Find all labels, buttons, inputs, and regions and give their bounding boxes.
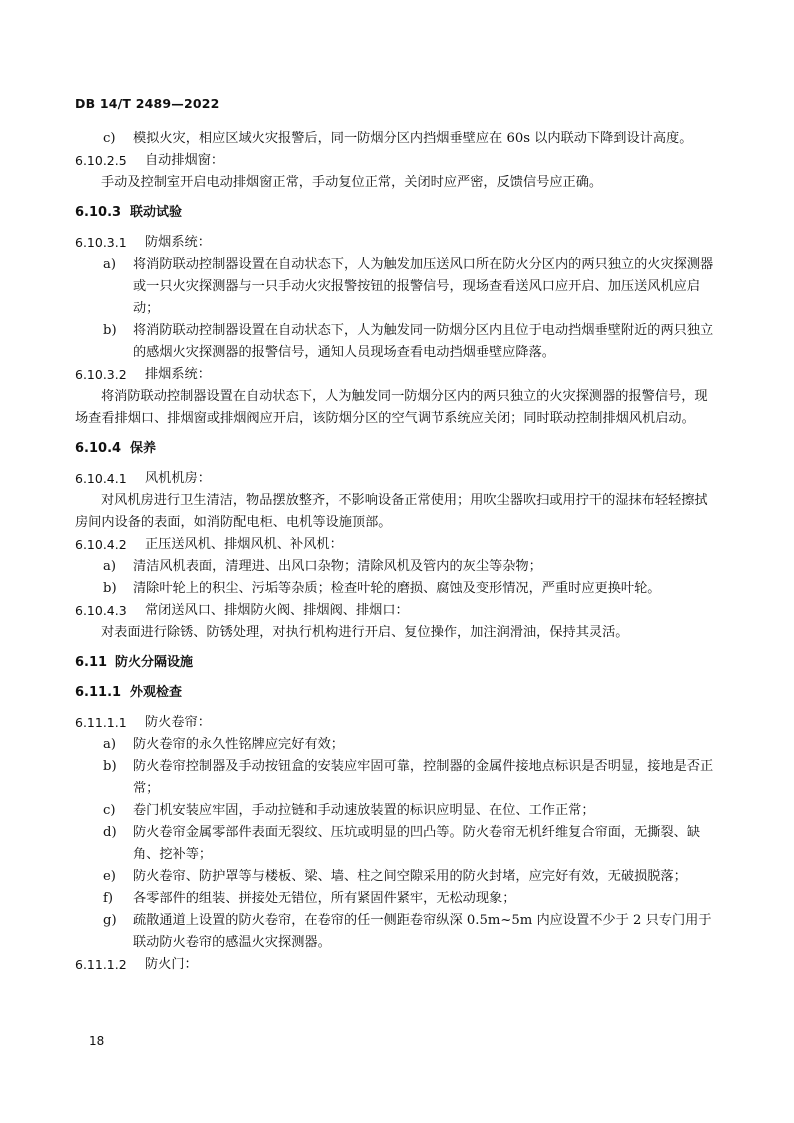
- list-item-text: 清洁风机表面，清理进、出风口杂物；清除风机及管内的灰尘等杂物；: [133, 559, 542, 574]
- clause-title: 风机机房：: [145, 471, 211, 486]
- list-item-text: 疏散通道上设置的防火卷帘，在卷帘的任一侧距卷帘纵深 0.5m~5m 内应设置不少于 2 只专门用于联动防火卷帘的感温火灾探测器。: [133, 913, 712, 950]
- list-item-text: 将消防联动控制器设置在自动状态下，人为触发同一防烟分区内且位于电动挡烟垂壁附近的两只独立的感烟火灾探测器的报警信号，通知人员现场查看电动挡烟垂壁应降落。: [133, 323, 714, 360]
- clause-title: 防火卷帘：: [145, 715, 211, 730]
- list-item: [75, 910, 720, 954]
- clause-number: 6.10.4.1: [75, 471, 127, 486]
- list-item: [75, 320, 720, 364]
- clause-number: 6.11.1.2: [75, 957, 127, 972]
- section-heading-6-11: [75, 652, 720, 674]
- section-heading-6-11-1: [75, 682, 720, 704]
- clause-title: 自动排烟窗：: [145, 153, 225, 168]
- list-item-text: 防火卷帘控制器及手动按钮盒的安装应牢固可靠，控制器的金属件接地点标识是否明显，接地是否正常；: [133, 759, 714, 796]
- list-item-label: a): [103, 257, 117, 272]
- clause-title: 排烟系统：: [145, 367, 211, 382]
- clause-number: 6.10.3.2: [75, 367, 127, 382]
- list-item: [75, 578, 720, 600]
- document-body: [75, 128, 720, 976]
- section-number: 6.10.4: [75, 441, 122, 456]
- list-item-label: a): [103, 737, 117, 752]
- list-item: [75, 822, 720, 866]
- document-header-id: DB 14/T 2489—2022: [75, 96, 220, 111]
- list-item-text: 将消防联动控制器设置在自动状态下，人为触发加压送风口所在防火分区内的两只独立的火灾探测器或一只火灾探测器与一只手动火灾报警按钮的报警信号，现场查看送风口应开启、加压送风机应启动；: [133, 257, 714, 316]
- list-item-label: c): [103, 131, 116, 146]
- clause-6-10-3-1: [75, 232, 720, 254]
- section-title: 联动试验: [130, 205, 183, 220]
- list-item: [75, 756, 720, 800]
- list-item-label: b): [103, 323, 117, 338]
- list-item-label: b): [103, 759, 117, 774]
- list-item-label: f): [103, 891, 114, 906]
- list-item-label: e): [103, 869, 116, 884]
- list-item-text: 防火卷帘的永久性铭牌应完好有效；: [133, 737, 344, 752]
- list-item-label: a): [103, 559, 117, 574]
- clause-number: 6.10.3.1: [75, 235, 127, 250]
- section-heading-6-10-4: [75, 438, 720, 460]
- list-item-label: c): [103, 803, 116, 818]
- clause-6-10-2-5: [75, 150, 720, 172]
- clause-title: 常闭送风口、排烟防火阀、排烟阀、排烟口：: [145, 603, 409, 618]
- clause-number: 6.10.2.5: [75, 153, 127, 168]
- list-item: [75, 734, 720, 756]
- section-number: 6.11: [75, 655, 108, 670]
- paragraph: 对风机房进行卫生清洁，物品摆放整齐，不影响设备正常使用；用吹尘器吹扫或用拧干的湿抹布轻轻擦拭房间内设备的表面，如消防配电柜、电机等设施顶部。: [75, 493, 708, 530]
- section-number: 6.10.3: [75, 205, 122, 220]
- section-title: 外观检查: [130, 685, 183, 700]
- section-number: 6.11.1: [75, 685, 122, 700]
- clause-6-10-4-1: [75, 468, 720, 490]
- list-item-text: 模拟火灾，相应区域火灾报警后，同一防烟分区内挡烟垂壁应在 60s 以内联动下降到设计高度。: [133, 131, 693, 146]
- clause-number: 6.11.1.1: [75, 715, 127, 730]
- section-heading-6-10-3: [75, 202, 720, 224]
- clause-6-10-4-2: [75, 534, 720, 556]
- list-item-text: 卷门机安装应牢固，手动拉链和手动速放装置的标识应明显、在位、工作正常；: [133, 803, 595, 818]
- list-item-label: d): [103, 825, 117, 840]
- list-item: [75, 128, 720, 150]
- paragraph: 对表面进行除锈、防锈处理，对执行机构进行开启、复位操作，加注润滑油，保持其灵活。: [101, 625, 629, 640]
- list-item: [75, 866, 720, 888]
- clause-6-11-1-1: [75, 712, 720, 734]
- clause-6-11-1-2: [75, 954, 720, 976]
- clause-number: 6.10.4.3: [75, 603, 127, 618]
- clause-title: 防火门：: [145, 957, 198, 972]
- list-item-label: b): [103, 581, 117, 596]
- list-item: [75, 888, 720, 910]
- clause-title: 正压送风机、排烟风机、补风机：: [145, 537, 343, 552]
- paragraph: 将消防联动控制器设置在自动状态下，人为触发同一防烟分区内的两只独立的火灾探测器的报警信号，现场查看排烟口、排烟窗或排烟阀应开启，该防烟分区的空气调节系统应关闭；同时联动控制排烟风机启动。: [75, 389, 708, 426]
- list-item-text: 防火卷帘金属零部件表面无裂纹、压坑或明显的凹凸等。防火卷帘无机纤维复合帘面，无撕裂、缺角、挖补等；: [133, 825, 701, 862]
- list-item-text: 各零部件的组装、拼接处无错位，所有紧固件紧牢，无松动现象；: [133, 891, 516, 906]
- section-title: 防火分隔设施: [115, 655, 194, 670]
- list-item: [75, 254, 720, 320]
- list-item-label: g): [103, 913, 117, 928]
- page-number: 18: [89, 1034, 105, 1048]
- list-item: [75, 556, 720, 578]
- clause-6-10-3-2: [75, 364, 720, 386]
- clause-6-10-4-3: [75, 600, 720, 622]
- list-item: [75, 800, 720, 822]
- list-item-text: 防火卷帘、防护罩等与楼板、梁、墙、柱之间空隙采用的防火封堵，应完好有效，无破损脱落；: [133, 869, 687, 884]
- section-title: 保养: [130, 441, 157, 456]
- clause-number: 6.10.4.2: [75, 537, 127, 552]
- list-item-text: 清除叶轮上的积尘、污垢等杂质；检查叶轮的磨损、腐蚀及变形情况，严重时应更换叶轮。: [133, 581, 661, 596]
- paragraph: 手动及控制室开启电动排烟窗正常，手动复位正常，关闭时应严密，反馈信号应正确。: [101, 175, 603, 190]
- clause-title: 防烟系统：: [145, 235, 211, 250]
